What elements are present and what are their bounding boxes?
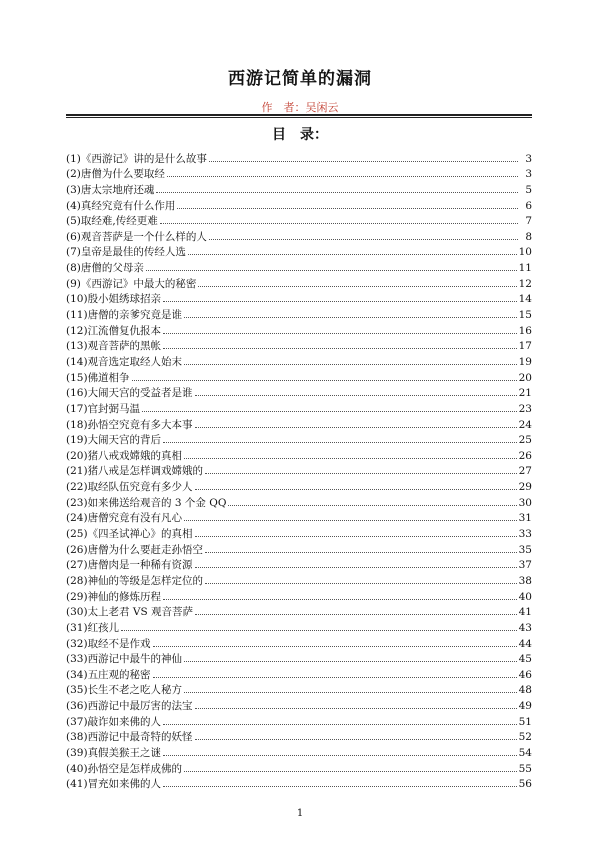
toc-entry-number: (41) (66, 778, 88, 791)
toc-entry[interactable] (66, 759, 532, 775)
toc-entry-leader (156, 191, 518, 193)
toc-entry[interactable] (66, 728, 532, 744)
toc-entry-page: 46 (518, 668, 532, 681)
toc-entry-number: (20) (66, 449, 88, 462)
toc-entry-page: 30 (518, 496, 532, 509)
toc-entry-leader (132, 379, 517, 381)
toc-entry-leader (163, 754, 517, 756)
toc-entry-leader (153, 676, 517, 678)
toc-entry[interactable] (66, 696, 532, 712)
toc-entry-leader (184, 363, 517, 365)
toc-entry-number: (39) (66, 746, 88, 759)
table-of-contents (66, 149, 532, 790)
toc-entry-title: 大闹天宫的受益者是谁 (87, 387, 193, 400)
author-line (0, 99, 600, 115)
toc-entry-title: 佛道相争 (87, 371, 130, 384)
toc-entry-leader (205, 472, 517, 474)
toc-entry-leader (205, 582, 517, 584)
toc-entry-number: (8) (66, 262, 81, 275)
toc-entry-title: 真假美猴王之谜 (87, 746, 162, 759)
toc-entry-title: 《西游记》中最大的秘密 (80, 277, 197, 290)
toc-entry[interactable] (66, 196, 532, 212)
toc-entry-number: (37) (66, 715, 88, 728)
toc-entry[interactable] (66, 274, 532, 290)
toc-entry[interactable] (66, 165, 532, 181)
toc-entry-page: 17 (518, 340, 532, 353)
toc-entry-leader (195, 707, 517, 709)
toc-entry-number: (36) (66, 700, 88, 713)
toc-entry[interactable] (66, 399, 532, 415)
toc-entry-number: (40) (66, 762, 88, 775)
toc-entry-number: (32) (66, 637, 88, 650)
toc-entry-number: (17) (66, 402, 88, 415)
toc-entry-title: 观音菩萨是一个什么样的人 (80, 230, 207, 243)
toc-entry-title: 长生不老之吃人秘方 (87, 684, 183, 697)
toc-entry-title: 《四圣试禅心》的真相 (87, 528, 193, 541)
toc-entry-page: 48 (518, 684, 532, 697)
toc-entry-leader (195, 394, 517, 396)
toc-entry-leader (163, 347, 517, 349)
toc-entry-number: (27) (66, 559, 88, 572)
toc-entry-title: 西游记中最牛的神仙 (87, 653, 183, 666)
toc-entry[interactable] (66, 571, 532, 587)
toc-entry-title: 真经究竟有什么作用 (80, 199, 176, 212)
toc-entry[interactable] (66, 650, 532, 666)
toc-entry-leader (209, 160, 518, 162)
toc-entry-number: (15) (66, 371, 88, 384)
toc-entry-title: 西游记中最厉害的法宝 (87, 700, 193, 713)
toc-entry-page: 31 (518, 512, 532, 525)
toc-entry[interactable] (66, 258, 532, 274)
toc-entry[interactable] (66, 368, 532, 384)
toc-entry[interactable] (66, 290, 532, 306)
toc-entry-leader (205, 551, 517, 553)
toc-entry-number: (38) (66, 731, 88, 744)
toc-entry[interactable] (66, 556, 532, 572)
toc-entry-number: (12) (66, 324, 88, 337)
toc-entry-leader (163, 598, 517, 600)
toc-entry-page: 7 (525, 215, 532, 228)
toc-entry-leader (195, 488, 517, 490)
toc-entry-number: (35) (66, 684, 88, 697)
header-rule-thin (66, 117, 532, 118)
toc-entry-title: 神仙的等级是怎样定位的 (87, 574, 204, 587)
toc-entry-page: 8 (525, 230, 532, 243)
toc-entry-number: (5) (66, 215, 81, 228)
toc-entry[interactable] (66, 477, 532, 493)
toc-entry-leader (188, 253, 517, 255)
toc-entry[interactable] (66, 665, 532, 681)
toc-entry[interactable] (66, 634, 532, 650)
toc-entry[interactable] (66, 524, 532, 540)
toc-entry-page: 10 (518, 246, 532, 259)
toc-entry-page: 26 (518, 449, 532, 462)
toc-entry[interactable] (66, 775, 532, 791)
toc-entry-number: (21) (66, 465, 88, 478)
toc-entry-title: 唐僧的亲爹究竟是谁 (87, 309, 183, 322)
toc-entry-leader (209, 238, 518, 240)
toc-entry[interactable] (66, 227, 532, 243)
toc-entry-page: 24 (518, 418, 532, 431)
toc-entry-number: (31) (66, 621, 88, 634)
toc-entry-title: 观音菩萨的黑帐 (87, 340, 162, 353)
toc-entry-number: (26) (66, 543, 88, 556)
toc-entry-page: 40 (518, 590, 532, 603)
toc-entry-page: 37 (518, 559, 532, 572)
toc-entry-number: (28) (66, 574, 88, 587)
toc-entry-number: (24) (66, 512, 88, 525)
toc-entry[interactable] (66, 587, 532, 603)
toc-entry-title: 神仙的修炼历程 (87, 590, 162, 603)
toc-entry-title: 敲诈如来佛的人 (87, 715, 162, 728)
toc-entry-leader (163, 785, 517, 787)
toc-entry-leader (195, 613, 517, 615)
toc-entry-title: 观音选定取经人始末 (87, 355, 183, 368)
toc-entry-page: 19 (518, 355, 532, 368)
toc-entry-number: (11) (66, 309, 88, 322)
toc-entry-page: 52 (518, 731, 532, 744)
toc-entry-title: 官封弼马温 (87, 402, 141, 415)
toc-entry-title: 取经队伍究竟有多少人 (87, 481, 193, 494)
toc-entry-number: (29) (66, 590, 88, 603)
toc-entry-number: (10) (66, 293, 88, 306)
toc-entry-title: 《西游记》讲的是什么故事 (80, 152, 207, 165)
toc-entry-page: 12 (518, 277, 532, 290)
toc-entry-page: 16 (518, 324, 532, 337)
toc-entry-title: 殷小姐绣球招亲 (87, 293, 162, 306)
toc-entry-page: 41 (518, 606, 532, 619)
toc-entry[interactable] (66, 149, 532, 165)
toc-entry-leader (198, 285, 516, 287)
toc-entry-page: 11 (518, 262, 532, 275)
toc-entry-leader (195, 535, 517, 537)
toc-entry-title: 西游记中最奇特的妖怪 (87, 731, 193, 744)
toc-entry-leader (121, 629, 517, 631)
toc-entry-number: (22) (66, 481, 88, 494)
toc-entry-number: (2) (66, 168, 81, 181)
page-number: 1 (296, 808, 304, 819)
toc-entry-leader (163, 441, 517, 443)
toc-entry-number: (18) (66, 418, 88, 431)
toc-entry-page: 49 (518, 700, 532, 713)
toc-entry[interactable] (66, 352, 532, 368)
toc-entry-leader (163, 723, 517, 725)
toc-entry-title: 唐僧为什么要取经 (80, 168, 165, 181)
toc-entry-leader (195, 426, 517, 428)
toc-entry-leader (228, 504, 516, 506)
toc-entry-leader (184, 519, 517, 521)
header-rule-thick (66, 114, 532, 116)
toc-entry-page: 51 (518, 715, 532, 728)
toc-entry-page: 3 (525, 168, 532, 181)
toc-entry[interactable] (66, 431, 532, 447)
toc-entry-leader (167, 175, 518, 177)
toc-entry-page: 25 (518, 434, 532, 447)
toc-entry-leader (160, 222, 518, 224)
toc-entry-number: (9) (66, 277, 81, 290)
toc-entry[interactable] (66, 337, 532, 353)
toc-entry-title: 红孩儿 (87, 621, 120, 634)
toc-entry-title: 唐僧肉是一种稀有资源 (87, 559, 193, 572)
toc-entry-page: 15 (518, 309, 532, 322)
document-title: 西游记简单的漏洞 (228, 69, 372, 89)
toc-entry-title: 孙悟空是怎样成佛的 (87, 762, 183, 775)
toc-entry-number: (1) (66, 152, 81, 165)
toc-entry-leader (146, 269, 517, 271)
toc-entry[interactable] (66, 681, 532, 697)
toc-entry[interactable] (66, 618, 532, 634)
toc-entry-page: 54 (518, 746, 532, 759)
toc-entry-leader (153, 645, 517, 647)
toc-entry-title: 取经不是作戏 (87, 637, 151, 650)
toc-entry-leader (195, 566, 517, 568)
toc-entry[interactable] (66, 180, 532, 196)
toc-entry[interactable] (66, 603, 532, 619)
author-name: 吴闲云 (305, 101, 339, 114)
toc-entry[interactable] (66, 446, 532, 462)
toc-entry-number: (33) (66, 653, 88, 666)
author-label: 作 者： (261, 101, 306, 114)
toc-entry-number: (34) (66, 668, 88, 681)
toc-entry-number: (7) (66, 246, 81, 259)
toc-entry-page: 38 (518, 574, 532, 587)
toc-entry[interactable] (66, 415, 532, 431)
toc-entry-number: (14) (66, 355, 88, 368)
toc-entry-page: 21 (518, 387, 532, 400)
toc-entry-page: 56 (518, 778, 532, 791)
toc-entry-page: 5 (525, 183, 532, 196)
toc-entry-title: 如来佛送给观音的 3 个金 QQ (87, 496, 227, 509)
toc-entry[interactable] (66, 305, 532, 321)
toc-entry[interactable] (66, 384, 532, 400)
toc-entry-number: (25) (66, 528, 88, 541)
toc-entry-leader (142, 410, 517, 412)
toc-entry-title: 唐僧的父母亲 (80, 262, 144, 275)
toc-entry-leader (163, 332, 517, 334)
toc-entry-leader (163, 300, 517, 302)
toc-entry-title: 皇帝是最佳的传经人选 (80, 246, 186, 259)
toc-entry-leader (184, 770, 517, 772)
toc-entry-title: 唐僧为什么要赶走孙悟空 (87, 543, 204, 556)
toc-entry-number: (6) (66, 230, 81, 243)
toc-entry-page: 20 (518, 371, 532, 384)
toc-entry-title: 猪八戒是怎样调戏嫦娥的 (87, 465, 204, 478)
toc-entry-title: 冒充如来佛的人 (87, 778, 162, 791)
toc-entry-page: 29 (518, 481, 532, 494)
toc-entry[interactable] (66, 540, 532, 556)
toc-entry-title: 唐太宗地府还魂 (80, 183, 155, 196)
toc-entry[interactable] (66, 462, 532, 478)
toc-entry-number: (19) (66, 434, 88, 447)
toc-entry-page: 6 (525, 199, 532, 212)
toc-entry-title: 江流僧复仇报本 (87, 324, 162, 337)
toc-entry-page: 33 (518, 528, 532, 541)
toc-entry-page: 14 (518, 293, 532, 306)
toc-entry[interactable] (66, 712, 532, 728)
toc-entry-title: 孙悟空究竟有多大本事 (87, 418, 193, 431)
toc-entry-page: 35 (518, 543, 532, 556)
toc-entry-number: (13) (66, 340, 88, 353)
toc-entry[interactable] (66, 212, 532, 228)
toc-entry-page: 43 (518, 621, 532, 634)
toc-entry-page: 27 (518, 465, 532, 478)
toc-entry-page: 45 (518, 653, 532, 666)
toc-entry-number: (3) (66, 183, 81, 196)
toc-entry-leader (184, 457, 517, 459)
toc-entry-leader (184, 660, 517, 662)
toc-entry[interactable] (66, 243, 532, 259)
toc-entry-title: 五庄观的秘密 (87, 668, 151, 681)
toc-entry[interactable] (66, 509, 532, 525)
toc-entry-title: 取经难,传经更难 (80, 215, 158, 228)
toc-entry-leader (195, 738, 517, 740)
toc-entry-title: 猪八戒戏嫦娥的真相 (87, 449, 183, 462)
toc-entry-title: 唐僧究竟有没有凡心 (87, 512, 183, 525)
toc-entry-page: 3 (525, 152, 532, 165)
toc-entry-title: 太上老君 VS 观音菩萨 (87, 606, 194, 619)
toc-entry[interactable] (66, 321, 532, 337)
toc-entry-leader (177, 207, 518, 209)
toc-entry-leader (184, 691, 517, 693)
toc-entry[interactable] (66, 493, 532, 509)
toc-entry-title: 大闹天宫的背后 (87, 434, 162, 447)
toc-entry-number: (16) (66, 387, 88, 400)
toc-entry-number: (30) (66, 606, 88, 619)
toc-entry-number: (23) (66, 496, 88, 509)
toc-entry-page: 23 (518, 402, 532, 415)
toc-entry-page: 55 (518, 762, 532, 775)
toc-entry-leader (184, 316, 517, 318)
toc-entry-page: 44 (518, 637, 532, 650)
toc-entry[interactable] (66, 743, 532, 759)
toc-heading: 目 录： (272, 127, 328, 143)
toc-entry-number: (4) (66, 199, 81, 212)
